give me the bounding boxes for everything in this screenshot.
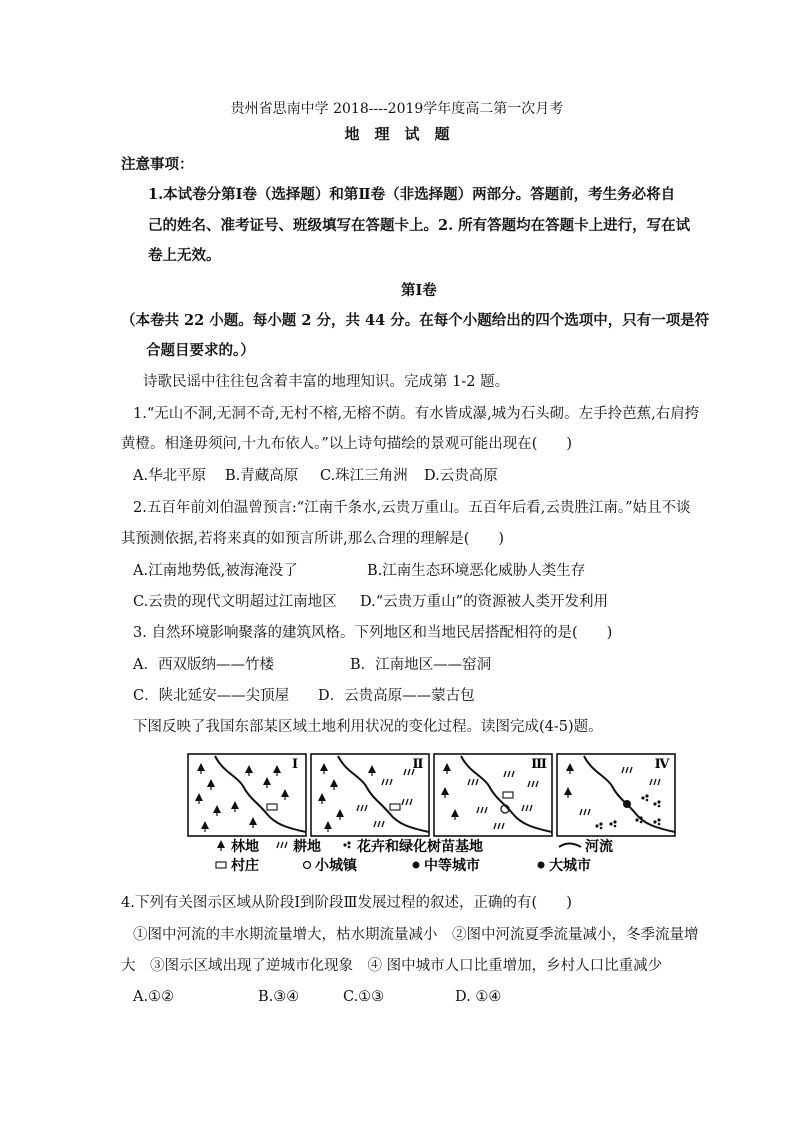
question-3-stem: 3. 自然环境影响聚落的建筑风格。下列地区和当地民居搭配相符的是( ) — [133, 625, 613, 641]
option-c: C.云贵的现代文明超过江南地区 — [133, 594, 337, 610]
legend-large-city: 大城市 — [549, 858, 591, 874]
land-use-figure — [187, 752, 687, 874]
option-b: B.③④ — [258, 989, 300, 1005]
panel-label-4: Ⅳ — [654, 757, 670, 772]
legend-village: 村庄 — [231, 858, 259, 874]
legend-river: 河流 — [585, 839, 613, 855]
subject-title: 地 理 试 题 — [344, 125, 450, 143]
figure-intro: 下图反映了我国东部某区域土地利用状况的变化过程。读图完成(4-5)题。 — [133, 719, 603, 735]
notice-heading: 注意事项： — [121, 156, 194, 173]
question-2-stem: 2.五百年前刘伯温曾预言:“江南千条水,云贵万重山。五百年后看,云贵胜江南。”姑且不谈 — [133, 500, 691, 516]
panel-label-1: Ⅰ — [291, 757, 299, 772]
question-4-stem: 4.下列有关图示区域从阶段Ⅰ到阶段Ⅲ发展过程的叙述，正确的有( ) — [121, 895, 572, 911]
intro-text: 诗歌民谣中往往包含着丰富的地理知识。完成第 1-2 题。 — [143, 374, 510, 390]
option-d: D．云贵高原——蒙古包 — [318, 688, 475, 704]
panel-label-3: Ⅲ — [531, 757, 547, 772]
option-b: B．江南地区——窑洞 — [350, 657, 492, 673]
legend-small-town: 小城镇 — [315, 858, 357, 874]
option-a: A.华北平原 — [133, 468, 207, 484]
option-b: B.江南生态环境恶化威胁人类生存 — [367, 563, 586, 579]
section-title: 第Ⅰ卷 — [401, 282, 437, 299]
option-d: D. ①④ — [455, 989, 502, 1005]
river-icon — [559, 844, 581, 848]
option-a: A．西双版纳——竹楼 — [133, 657, 274, 673]
question-4-statements: 大 ③图示区域出现了逆城市化现象 ④ 图中城市人口比重增加，乡村人口比重减少 — [121, 958, 663, 974]
option-c: C.①③ — [343, 989, 385, 1005]
farmland-icon — [277, 842, 287, 848]
section-instructions: 合题目要求的。） — [146, 342, 255, 359]
option-b: B.青藏高原 — [225, 468, 299, 484]
notice-line: 卷上无效。 — [148, 247, 221, 264]
exam-title: 贵州省思南中学 2018----2019学年度高二第一次月考 — [230, 101, 564, 117]
option-a: A.江南地势低,被海淹没了 — [133, 563, 298, 579]
question-1-stem: 1.“无山不洞,无洞不奇,无村不榕,无榕不荫。有水皆成瀑,城为石头砌。左手拎芭蕉,右肩挎 — [133, 406, 700, 422]
notice-line: 己的姓名、准考证号、班级填写在答题卡上。2. 所有答题均在答题卡上进行，写在试 — [148, 217, 691, 234]
option-c: C.珠江三角洲 — [320, 468, 408, 484]
notice-line: 1.本试卷分第Ⅰ卷（选择题）和第Ⅱ卷（非选择题）两部分。答题前，考生务必将自 — [148, 186, 676, 203]
panel-1 — [188, 754, 306, 836]
option-d: D.云贵高原 — [424, 468, 498, 484]
panel-label-2: Ⅱ — [412, 757, 424, 772]
flower-nursery-icon — [343, 841, 350, 848]
village-icon — [216, 862, 226, 868]
option-d: D.“云贵万重山”的资源被人类开发利用 — [360, 594, 609, 610]
legend-flower-nursery: 花卉和绿化树苗基地 — [357, 839, 483, 855]
forest-icon — [217, 840, 225, 851]
option-c: C．陕北延安——尖顶屋 — [133, 688, 290, 704]
small-town-icon — [304, 862, 311, 869]
question-2-stem: 其预测依据,若将来真的如预言所讲,那么合理的理解是( ) — [121, 531, 505, 547]
medium-city-icon — [413, 862, 420, 869]
question-4-statements: ①图中河流的丰水期流量增大，枯水期流量减小 ②图中河流夏季流量减小，冬季流量增 — [133, 927, 699, 943]
legend-medium-city: 中等城市 — [424, 858, 480, 874]
legend-forest: 林地 — [231, 839, 259, 855]
legend-farmland: 耕地 — [293, 839, 321, 855]
question-1-stem: 黄橙。相逢毋须问,十九布依人。”以上诗句描绘的景观可能出现在( ) — [121, 436, 573, 452]
section-instructions: （本卷共 22 小题。每小题 2 分，共 44 分。在每个小题给出的四个选项中，只有一项是符 — [121, 312, 710, 329]
large-city-icon — [538, 862, 545, 869]
option-a: A.①② — [133, 989, 175, 1005]
panel-2 — [311, 754, 429, 836]
